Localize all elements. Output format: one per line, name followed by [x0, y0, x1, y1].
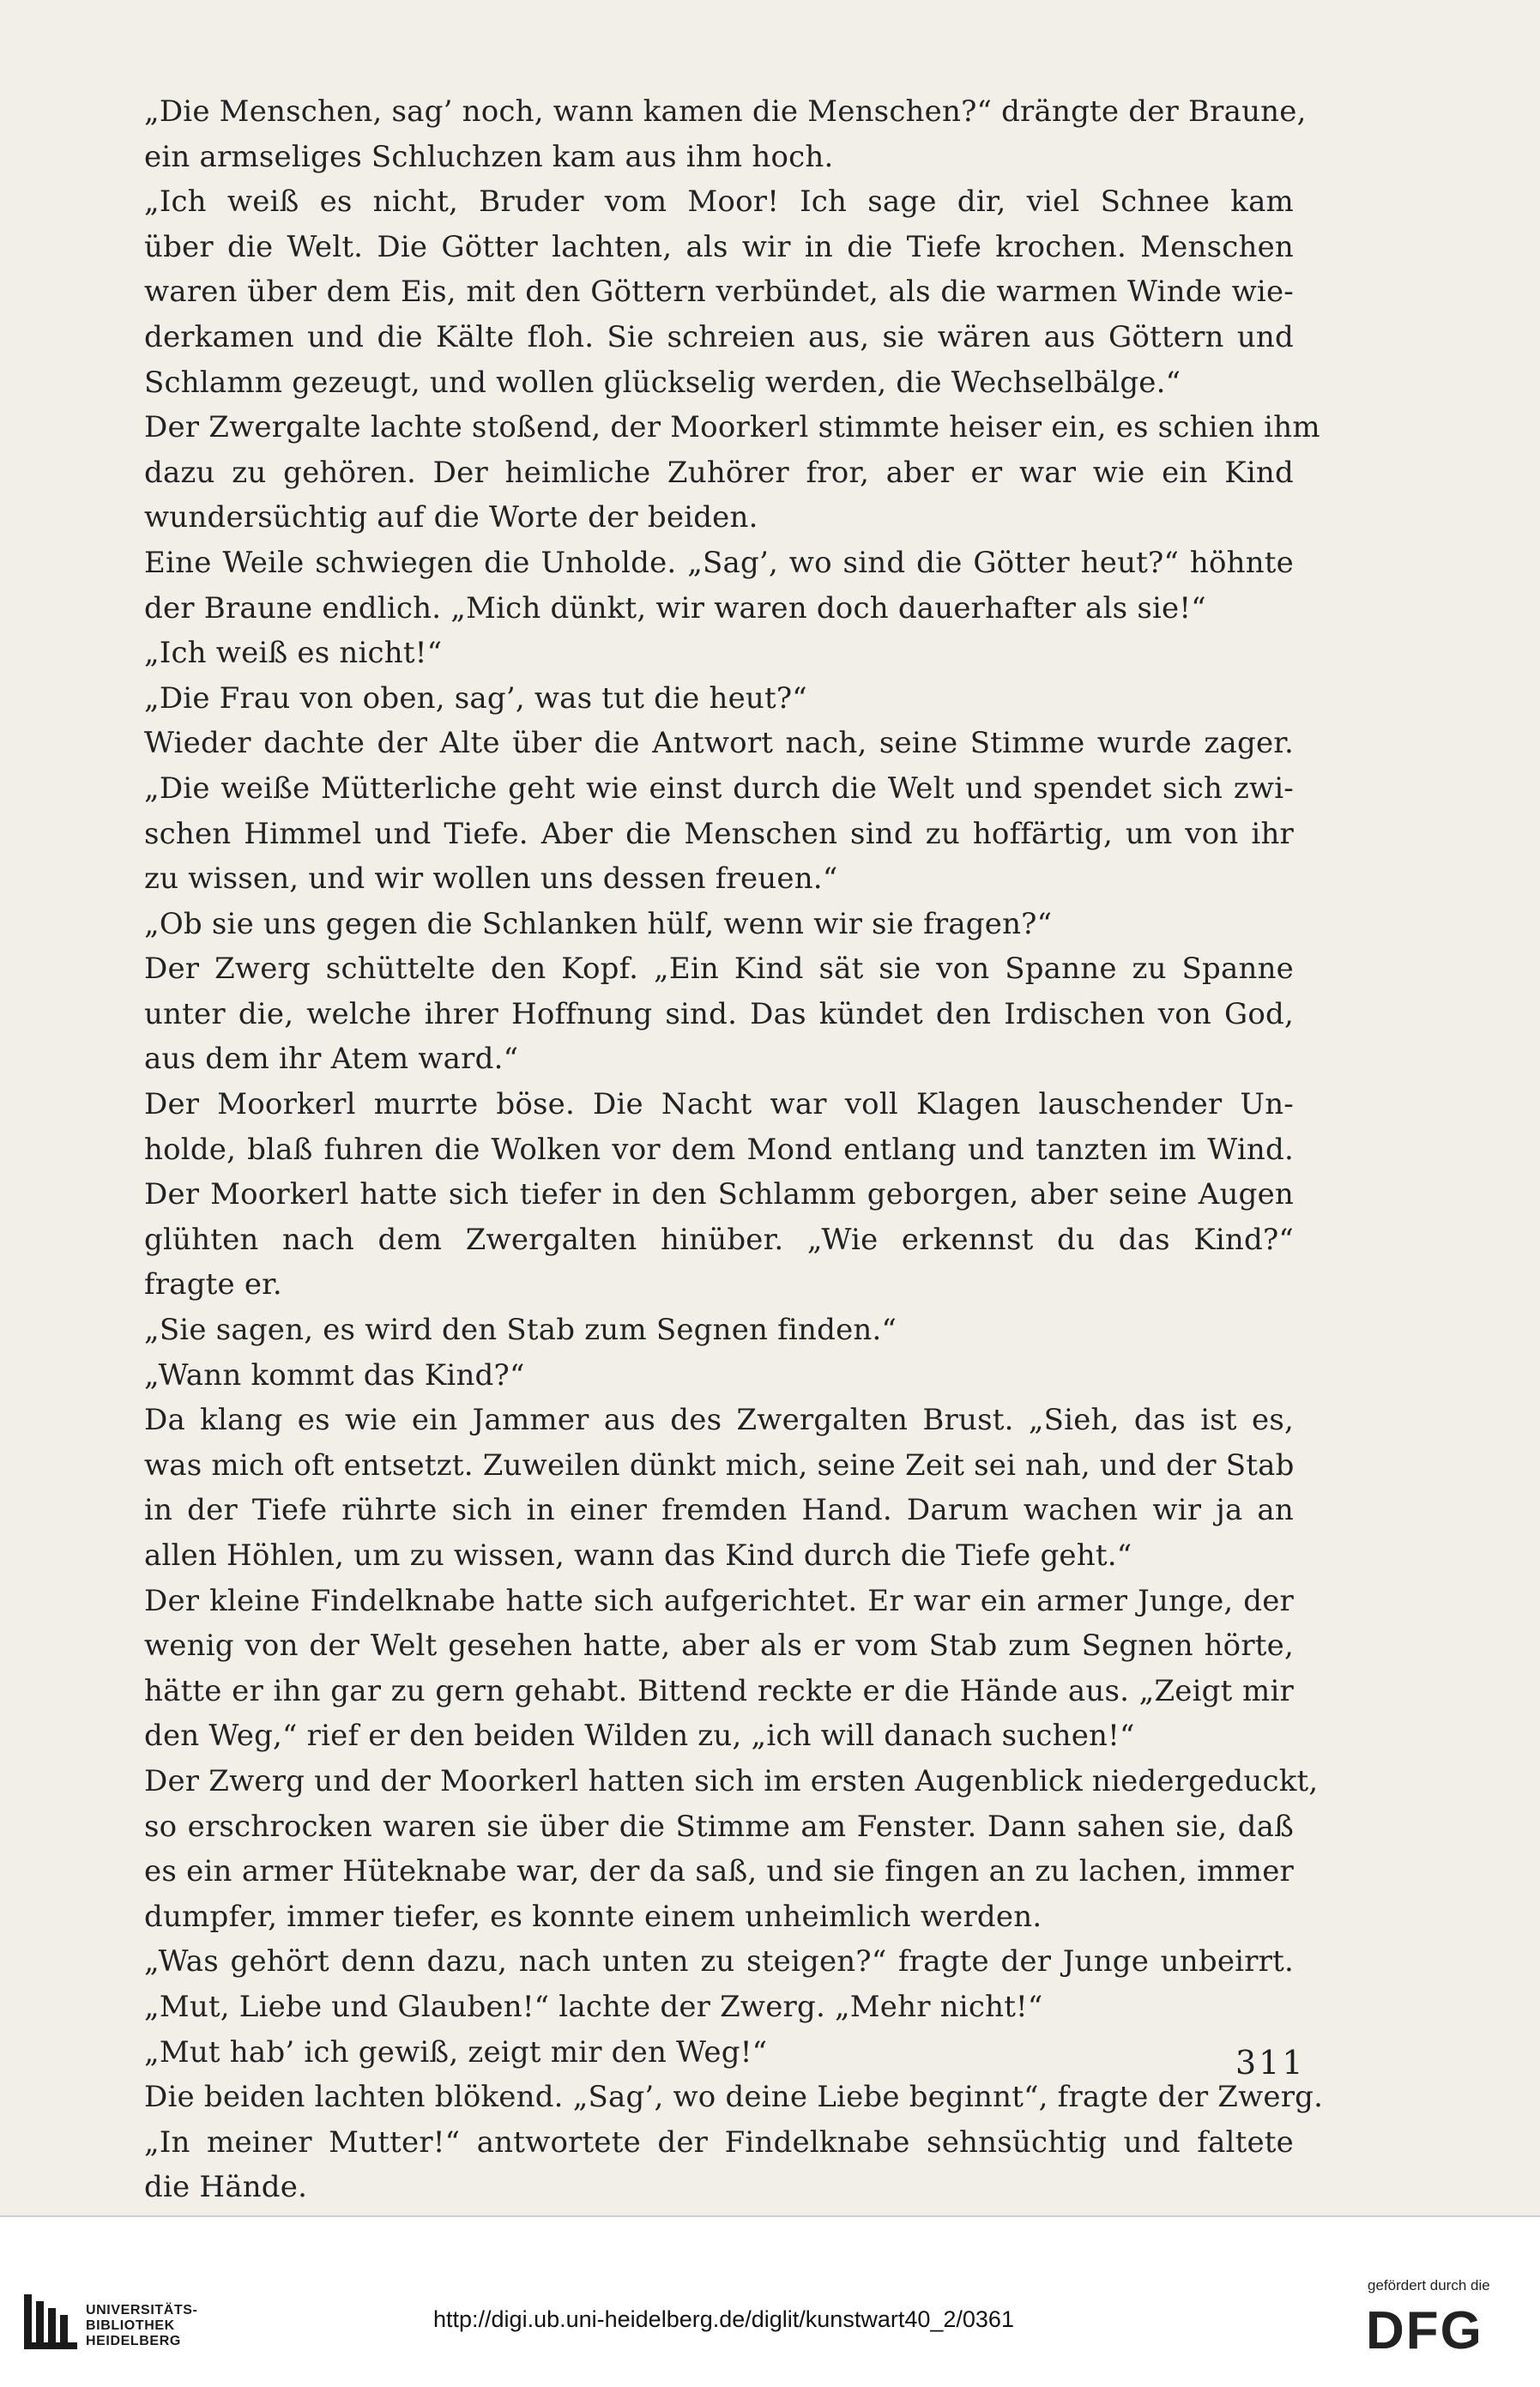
text-line: Der Zwergalte lachte stoßend, der Moorkerl stimmte heiser ein, es schien ihm [144, 410, 1320, 445]
text-line: Der kleine Findelknabe hatte sich aufgerichtet. Er war ein armer Junge, der [144, 1583, 1294, 1618]
text-line: zu wissen, und wir wollen uns dessen freuen.“ [144, 861, 838, 897]
text-line: „Ich weiß es nicht, Bruder vom Moor! Ich sage dir, viel Schnee kam [144, 184, 1294, 220]
text-line: dumpfer, immer tiefer, es konnte einem unheimlich werden. [144, 1899, 1042, 1934]
text-line: Wieder dachte der Alte über die Antwort nach, seine Stimme wurde zager. [144, 726, 1294, 761]
text-line: der Braune endlich. „Mich dünkt, wir waren doch dauerhafter als sie!“ [144, 590, 1206, 625]
dfg-logo: DFG [1366, 2301, 1483, 2360]
text-line: „Mut, Liebe und Glauben!“ lachte der Zwerg. „Mehr nicht!“ [144, 1989, 1043, 2024]
institution-line: BIBLIOTHEK [86, 2318, 175, 2333]
text-line: „Ich weiß es nicht!“ [144, 636, 443, 671]
text-line: wundersüchtig auf die Worte der beiden. [144, 500, 758, 535]
source-url-link[interactable]: http://digi.ub.uni-heidelberg.de/diglit/kunstwart40_2/0361 [433, 2306, 1014, 2332]
text-line: waren über dem Eis, mit den Göttern verbündet, als die warmen Winde wie- [144, 275, 1294, 310]
text-line: „In meiner Mutter!“ antwortete der Findelknabe sehnsüchtig und faltete [144, 2124, 1294, 2160]
text-line: den Weg,“ rief er den beiden Wilden zu, „ich will danach suchen!“ [144, 1719, 1135, 1754]
institution-line: HEIDELBERG [86, 2334, 181, 2348]
text-line: „Ob sie uns gegen die Schlanken hülf, wenn wir sie fragen?“ [144, 906, 1053, 941]
text-line: Der Zwerg schüttelte den Kopf. „Ein Kind sät sie von Spanne zu Spanne [144, 952, 1294, 987]
text-line: schen Himmel und Tiefe. Aber die Menschen sind zu hoffärtig, um von ihr [144, 816, 1294, 851]
text-line: Da klang es wie ein Jammer aus des Zwergalten Brust. „Sieh, das ist es, [144, 1403, 1294, 1438]
text-line: dazu zu gehören. Der heimliche Zuhörer fror, aber er war wie ein Kind [144, 455, 1294, 490]
text-line: in der Tiefe rührte sich in einer fremden Hand. Darum wachen wir ja an [144, 1493, 1294, 1528]
sponsor-label: gefördert durch die [1368, 2277, 1490, 2293]
institution-name [86, 2303, 197, 2349]
text-line: wenig von der Welt gesehen hatte, aber als er vom Stab zum Segnen hörte, [144, 1629, 1294, 1664]
text-line: „Was gehört denn dazu, nach unten zu steigen?“ fragte der Junge unbeirrt. [144, 1944, 1294, 1979]
text-line: Der Moorkerl hatte sich tiefer in den Schlamm geborgen, aber seine Augen [144, 1177, 1294, 1212]
text-line: „Die weiße Mütterliche geht wie einst durch die Welt und spendet sich zwi- [144, 770, 1294, 806]
text-line: „Wann kommt das Kind?“ [144, 1357, 525, 1393]
text-line: die Hände. [144, 2170, 308, 2205]
body-text [144, 89, 1324, 2210]
text-line: „Die Frau von oben, sag’, was tut die heut?“ [144, 680, 807, 716]
text-line: unter die, welche ihrer Hoffnung sind. Das kündet den Irdischen von God, [144, 996, 1294, 1031]
text-line: glühten nach dem Zwergalten hinüber. „Wie erkennst du das Kind?“ [144, 1222, 1294, 1257]
institution-line: UNIVERSITÄTS- [86, 2303, 198, 2318]
text-line: „Sie sagen, es wird den Stab zum Segnen finden.“ [144, 1313, 897, 1348]
text-line: „Die Menschen, sag’ noch, wann kamen die Menschen?“ drängte der Braune, [144, 94, 1307, 129]
text-line: holde, blaß fuhren die Wolken vor dem Mond entlang und tanzten im Wind. [144, 1132, 1294, 1167]
text-line: so erschrocken waren sie über die Stimme am Fenster. Dann sahen sie, daß [144, 1809, 1294, 1844]
text-line: Eine Weile schwiegen die Unholde. „Sag’, wo sind die Götter heut?“ höhnte [144, 545, 1294, 580]
text-line: Die beiden lachten blökend. „Sag’, wo deine Liebe beginnt“, fragte der Zwerg. [144, 2080, 1324, 2115]
text-line: Der Zwerg und der Moorkerl hatten sich im ersten Augenblick niedergeduckt, [144, 1763, 1319, 1798]
text-line: was mich oft entsetzt. Zuweilen dünkt mich, seine Zeit sei nah, und der Stab [144, 1447, 1295, 1483]
text-line: fragte er. [144, 1267, 282, 1302]
text-line: allen Höhlen, um zu wissen, wann das Kind durch die Tiefe geht.“ [144, 1538, 1132, 1573]
text-line: derkamen und die Kälte floh. Sie schreien aus, sie wären aus Göttern und [144, 319, 1294, 354]
footer-bar [0, 2215, 1540, 2387]
text-line: Schlamm gezeugt, und wollen glückselig werden, die Wechselbälge.“ [144, 365, 1181, 400]
text-line: es ein armer Hüteknabe war, der da saß, und sie fingen an zu lachen, immer [144, 1854, 1294, 1889]
text-line: Der Moorkerl murrte böse. Die Nacht war voll Klagen lauschender Un- [144, 1087, 1294, 1122]
text-line: hätte er ihn gar zu gern gehabt. Bittend reckte er die Hände aus. „Zeigt mir [144, 1673, 1294, 1708]
footer-divider [0, 2215, 1540, 2217]
university-library-logo-icon [24, 2294, 77, 2349]
page-number: 311 [1235, 2044, 1306, 2082]
text-line: ein armseliges Schluchzen kam aus ihm hoch. [144, 139, 834, 174]
text-line: aus dem ihr Atem ward.“ [144, 1042, 519, 1077]
text-line: über die Welt. Die Götter lachten, als wir in die Tiefe krochen. Menschen [144, 229, 1294, 264]
text-line: „Mut hab’ ich gewiß, zeigt mir den Weg!“ [144, 2034, 768, 2070]
